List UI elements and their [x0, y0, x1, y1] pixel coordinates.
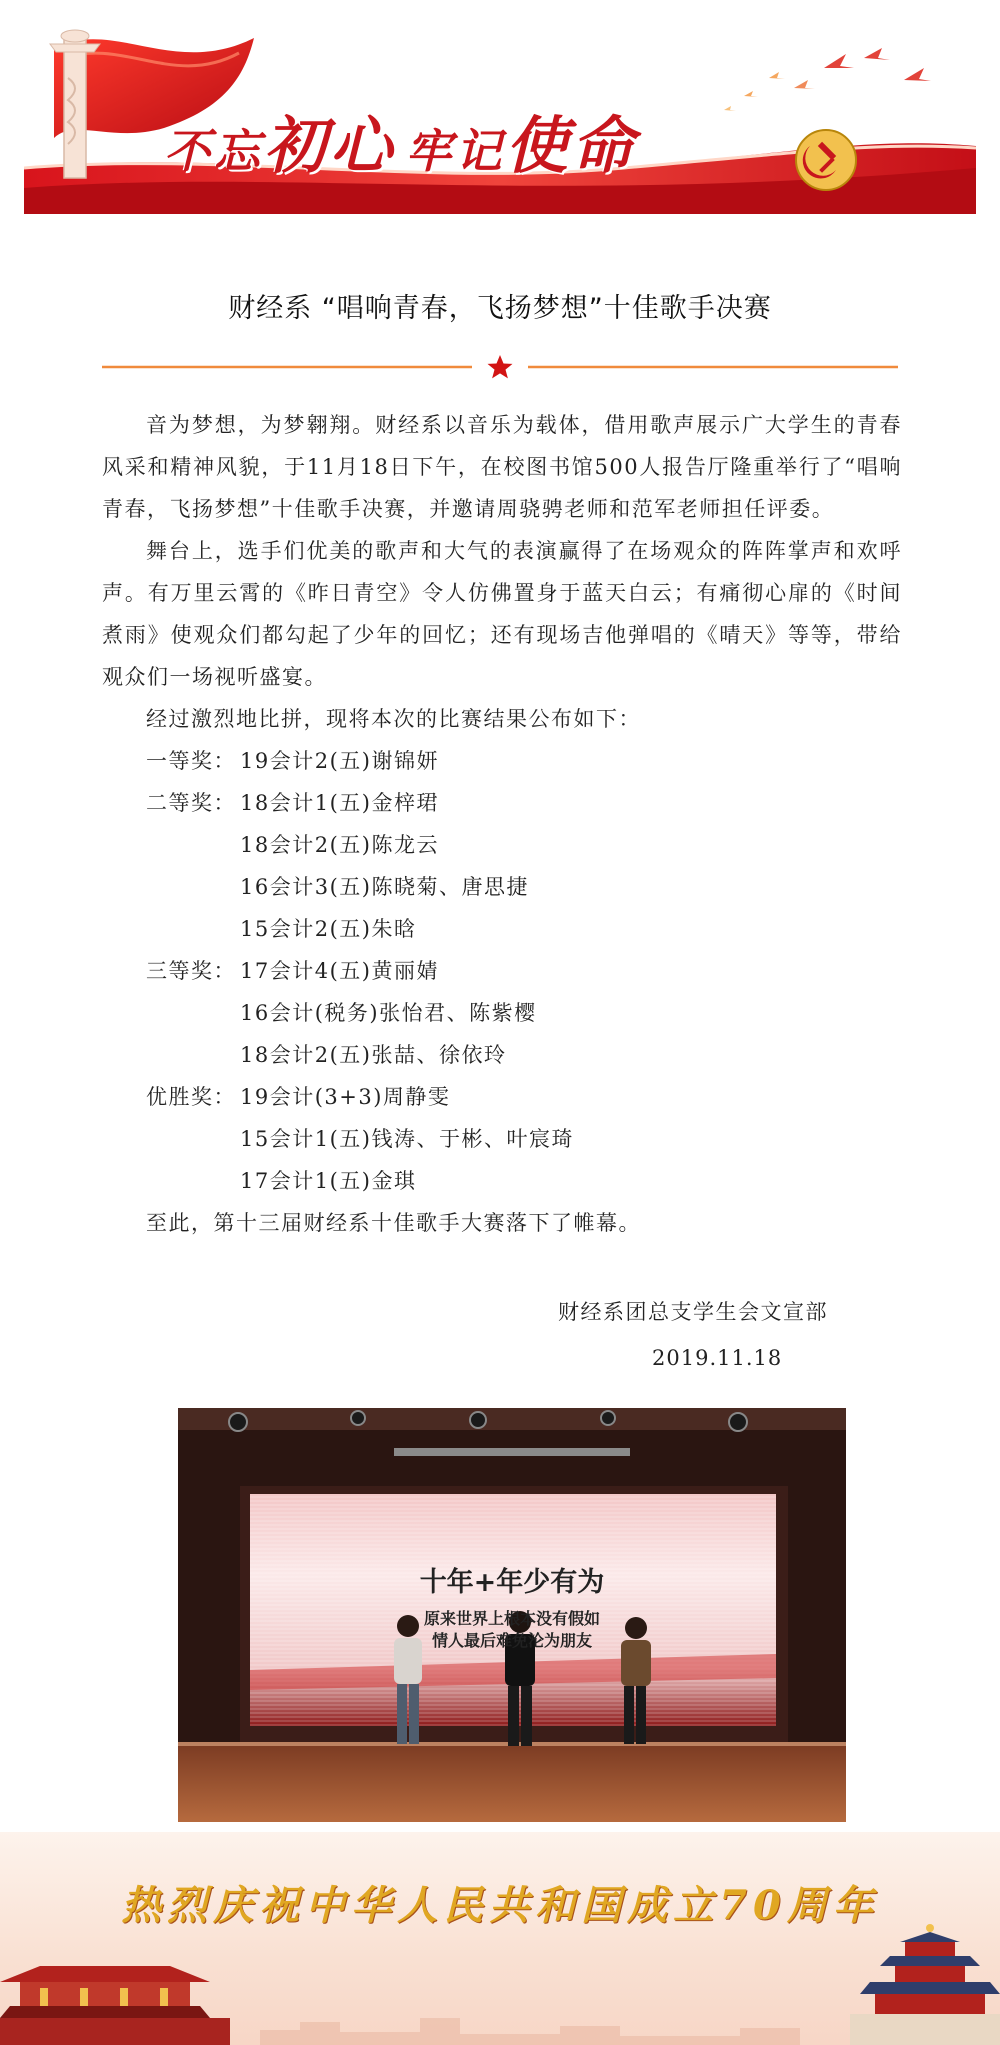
tiananmen-gate-icon — [0, 1966, 230, 2045]
award-line — [102, 1160, 902, 1202]
award-winner: 19会计2(五)谢锦妍 — [240, 749, 439, 773]
award-winner: 15会计1(五)钱涛、于彬、叶宸琦 — [240, 1127, 574, 1151]
award-winner: 18会计1(五)金梓珺 — [240, 791, 439, 815]
award-label: 二等奖： — [146, 791, 236, 815]
article-body — [102, 404, 902, 1244]
award-winner: 17会计1(五)金琪 — [240, 1169, 417, 1193]
award-line — [102, 866, 902, 908]
award-line — [102, 1034, 902, 1076]
award-line — [102, 740, 902, 782]
screen-lyrics — [178, 1608, 846, 1652]
star-icon — [488, 355, 513, 378]
award-label: 一等奖： — [146, 749, 236, 773]
publish-date: 2019.11.18 — [652, 1346, 783, 1370]
article-paragraph: 音为梦想，为梦翱翔。财经系以音乐为载体，借用歌声展示广大学生的青春风采和精神风貌，于11月18日下午，在校图书馆500人报告厅隆重举行了“唱响青春，飞扬梦想”十佳歌手决赛，并邀请周骁骋老师和范军老师担任评委。 — [102, 413, 902, 521]
slogan-part-d: 使命 — [505, 109, 638, 182]
screen-title: 十年+年少有为 — [419, 1567, 605, 1598]
award-line — [102, 908, 902, 950]
award-winner: 16会计3(五)陈晓菊、唐思捷 — [240, 875, 529, 899]
signature: 财经系团总支学生会文宣部 — [558, 1300, 828, 1324]
screen-lyric-line: 情人最后难免沦为朋友 — [431, 1631, 592, 1650]
screen-lyric-line: 原来世界上根本没有假如 — [423, 1609, 600, 1628]
party-emblem-icon — [796, 130, 856, 190]
slogan-part-b: 初心 — [264, 109, 397, 182]
slogan-part-a: 不忘 — [164, 124, 264, 178]
award-winner: 19会计(3+3)周静雯 — [240, 1085, 451, 1109]
award-line — [102, 950, 902, 992]
event-photo — [178, 1408, 846, 1822]
award-line — [102, 1076, 902, 1118]
temple-of-heaven-icon — [850, 1924, 1000, 2045]
award-winner: 18会计2(五)张喆、徐依玲 — [240, 1043, 507, 1067]
article-paragraph: 舞台上，选手们优美的歌声和大气的表演赢得了在场观众的阵阵掌声和欢呼声。有万里云霄的《昨日青空》令人仿佛置身于蓝天白云；有痛彻心扉的《时间煮雨》使观众们都勾起了少年的回忆；还有现场吉他弹唱的《晴天》等等，带给观众们一场视听盛宴。 — [102, 539, 902, 689]
award-label: 优胜奖： — [146, 1085, 236, 1109]
slogan-part-c: 牢记 — [405, 124, 506, 178]
award-winner: 15会计2(五)朱晗 — [240, 917, 417, 941]
award-line — [102, 1118, 902, 1160]
award-winner: 18会计2(五)陈龙云 — [240, 833, 439, 857]
header-banner — [24, 18, 976, 214]
results-intro: 经过激烈地比拼，现将本次的比赛结果公布如下： — [146, 707, 641, 731]
footer-artwork — [0, 1832, 1000, 2045]
award-line — [102, 824, 902, 866]
title-divider — [102, 352, 898, 382]
award-winner: 16会计(税务)张怡君、陈紫樱 — [240, 1001, 537, 1025]
celebration-slogan: 热烈庆祝中华人民共和国成立70周年 — [121, 1882, 879, 1929]
dove-flock-icon — [724, 48, 931, 111]
closing-line: 至此，第十三届财经系十佳歌手大赛落下了帷幕。 — [146, 1211, 641, 1235]
award-line — [102, 992, 902, 1034]
award-winner: 17会计4(五)黄丽婧 — [240, 959, 439, 983]
award-line — [102, 782, 902, 824]
article-title: 财经系 “唱响青春，飞扬梦想”十佳歌手决赛 — [228, 293, 772, 324]
award-label: 三等奖： — [146, 959, 236, 983]
banner-slogan — [164, 96, 638, 185]
footer-banner — [0, 1832, 1000, 2045]
